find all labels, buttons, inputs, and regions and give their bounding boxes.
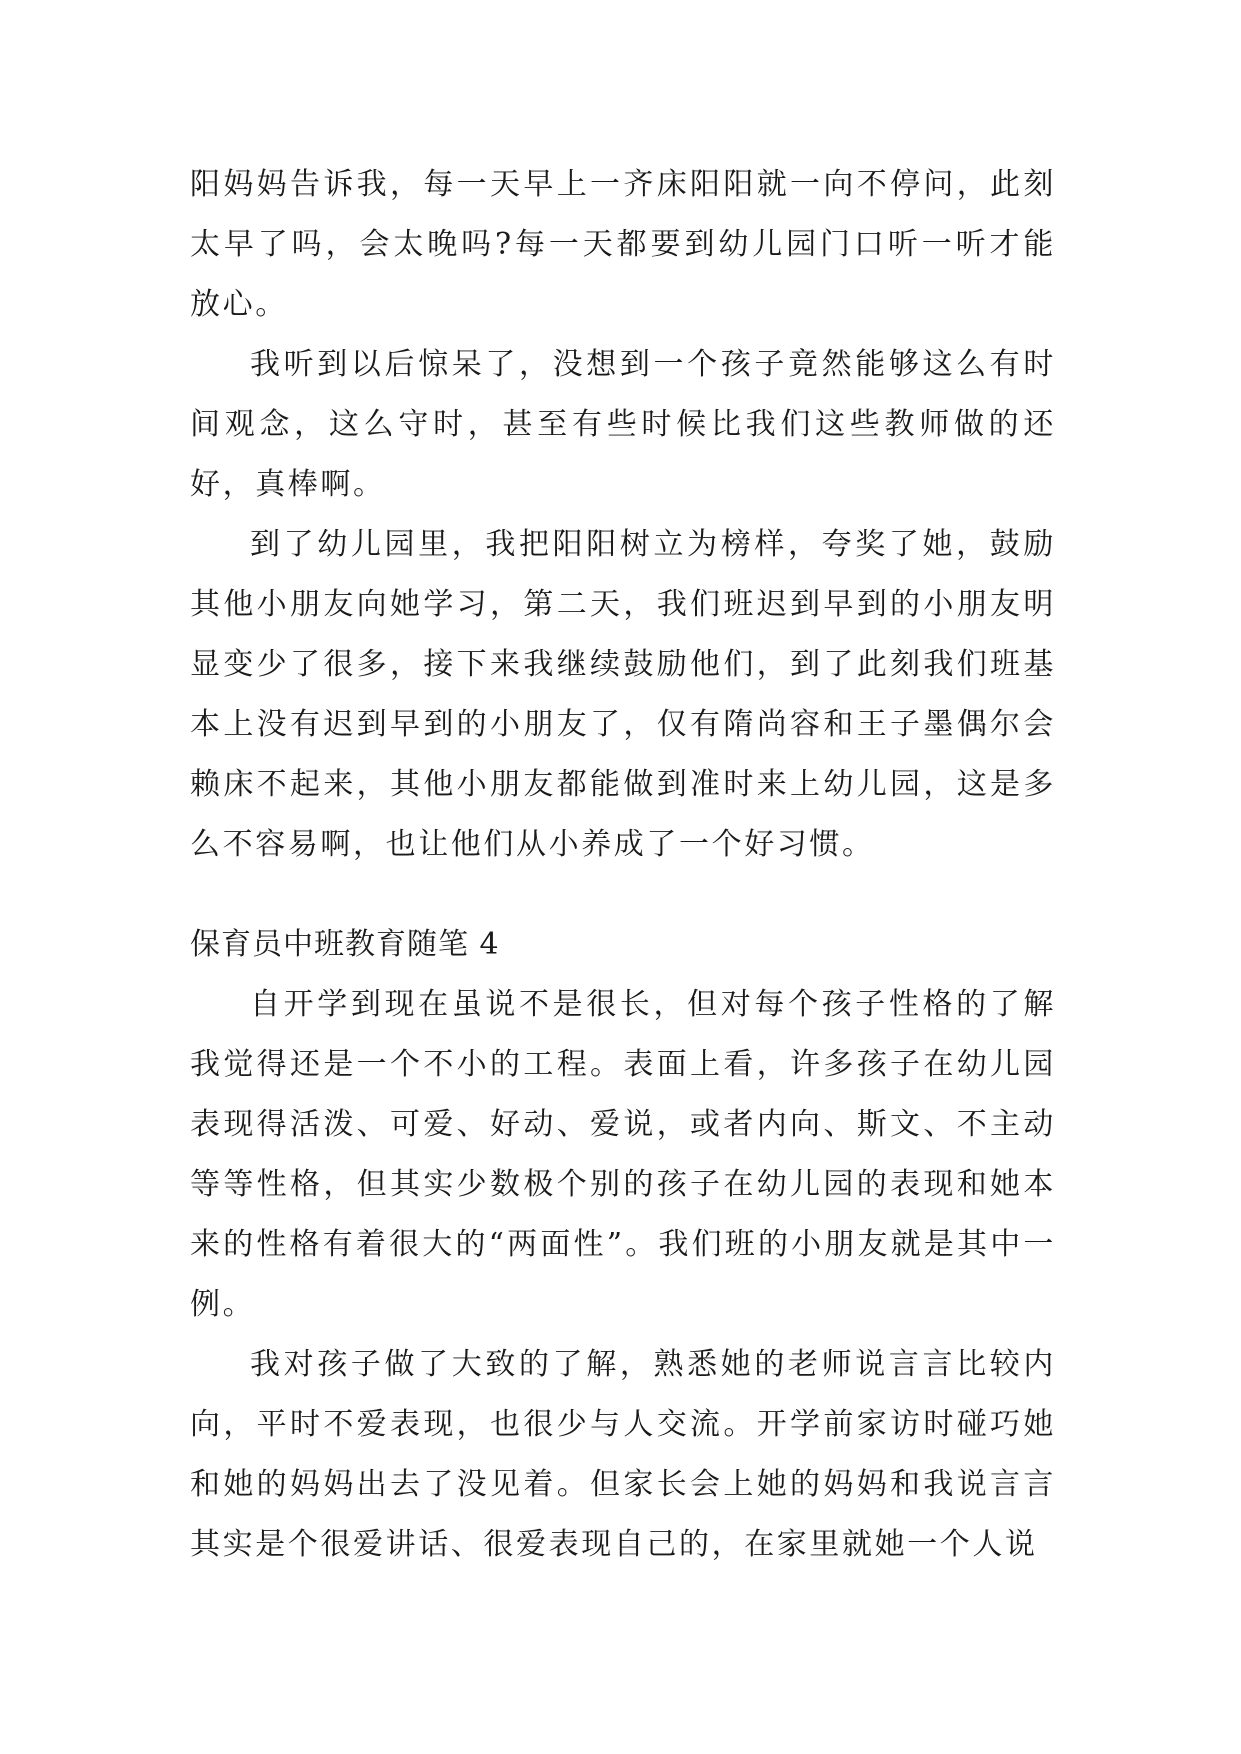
paragraph-1: 阳妈妈告诉我，每一天早上一齐床阳阳就一向不停问，此刻太早了吗，会太晚吗?每一天都要到幼儿园门口听一听才能放心。 bbox=[190, 167, 1056, 322]
bottom-text-block bbox=[190, 915, 1056, 1575]
section-title: 保育员中班教育随笔 4 bbox=[190, 927, 500, 962]
paragraph-4: 自开学到现在虽说不是很长，但对每个孩子性格的了解我觉得还是一个不小的工程。表面上看，许多孩子在幼儿园表现得活泼、可爱、好动、爱说，或者内向、斯文、不主动等等性格，但其实少数极个别的孩子在幼儿园的表现和她本来的性格有着很大的“两面性”。我们班的小朋友就是其中一例。 bbox=[190, 987, 1056, 1322]
paragraph-5: 我对孩子做了大致的了解，熟悉她的老师说言言比较内向，平时不爱表现，也很少与人交流。开学前家访时碰巧她和她的妈妈出去了没见着。但家长会上她的妈妈和我说言言其实是个很爱讲话、很爱表现自己的，在家里就她一个人说 bbox=[190, 1347, 1056, 1562]
paragraph-3: 到了幼儿园里，我把阳阳树立为榜样，夸奖了她，鼓励其他小朋友向她学习，第二天，我们班迟到早到的小朋友明显变少了很多，接下来我继续鼓励他们，到了此刻我们班基本上没有迟到早到的小朋友了，仅有隋尚容和王子墨偶尔会赖床不起来，其他小朋友都能做到准时来上幼儿园，这是多么不容易啊，也让他们从小养成了一个好习惯。 bbox=[190, 527, 1056, 862]
top-text-block bbox=[190, 155, 1056, 875]
paragraph-2: 我听到以后惊呆了，没想到一个孩子竟然能够这么有时间观念，这么守时，甚至有些时候比我们这些教师做的还好，真棒啊。 bbox=[190, 347, 1056, 502]
